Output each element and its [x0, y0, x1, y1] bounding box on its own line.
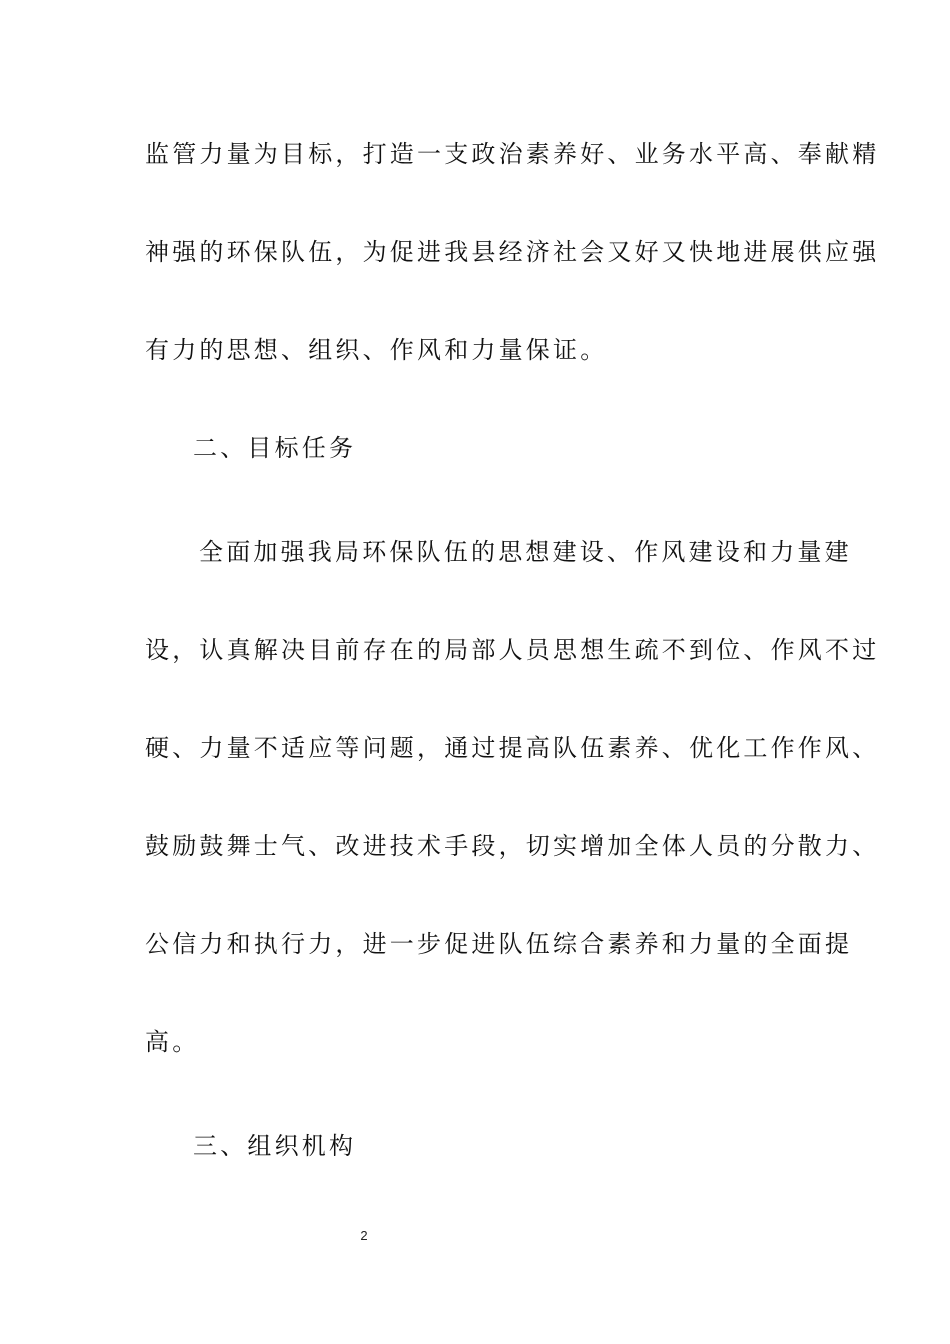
paragraph-line: 高。	[145, 1028, 200, 1056]
section-heading: 二、目标任务	[193, 434, 357, 462]
paragraph-line: 有力的思想、组织、作风和力量保证。	[145, 336, 608, 364]
paragraph-line: 硬、力量不适应等问题，通过提高队伍素养、优化工作作风、	[145, 734, 880, 762]
paragraph-line: 全面加强我局环保队伍的思想建设、作风建设和力量建	[199, 538, 852, 566]
paragraph-line: 神强的环保队伍，为促进我县经济社会又好又快地进展供应强	[145, 238, 880, 266]
paragraph-line: 鼓励鼓舞士气、改进技术手段，切实增加全体人员的分散力、	[145, 832, 880, 860]
paragraph-line: 公信力和执行力，进一步促进队伍综合素养和力量的全面提	[145, 930, 853, 958]
page-number: 2	[360, 1228, 368, 1243]
paragraph-line: 监管力量为目标，打造一支政治素养好、业务水平高、奉献精	[145, 140, 880, 168]
paragraph-line: 设，认真解决目前存在的局部人员思想生疏不到位、作风不过	[145, 636, 880, 664]
section-heading: 三、组织机构	[193, 1132, 357, 1160]
